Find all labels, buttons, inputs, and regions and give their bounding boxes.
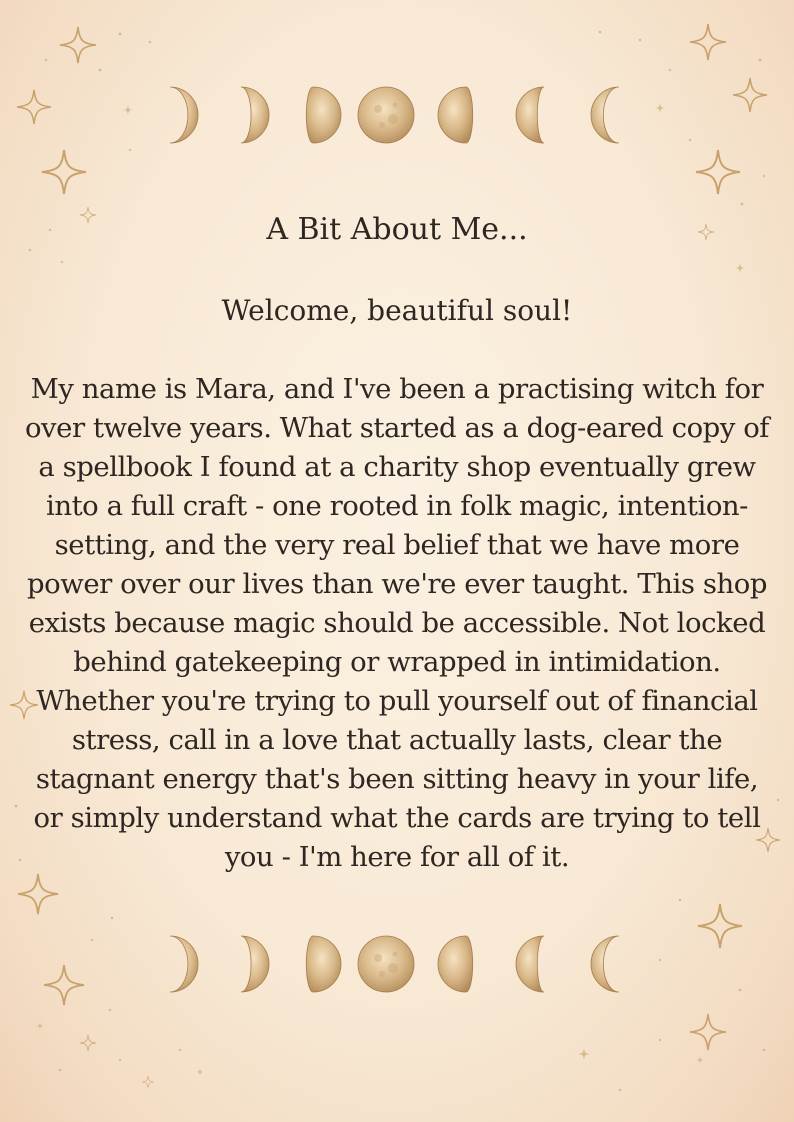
waxing-crescent-moon-icon <box>241 936 269 992</box>
waning-crescent-moon-icon <box>591 87 619 143</box>
four-point-star-icon <box>18 874 58 914</box>
waning-crescent-moon-icon <box>516 936 544 992</box>
bottom-moon-phases <box>0 924 794 1004</box>
waning-crescent-moon-icon <box>516 87 544 143</box>
full-moon-moon-icon <box>358 936 414 992</box>
four-point-star-icon <box>690 24 726 60</box>
waxing-crescent-moon-icon <box>241 87 269 143</box>
four-point-star-icon <box>696 150 740 194</box>
page-title: A Bit About Me... <box>266 212 528 247</box>
about-body-text: My name is Mara, and I've been a practising witch for over twelve years. What started as a dog-eared copy of a spellbook I found at a charity shop eventually grew into a full craft - one rooted in folk magic, intention-setting, and the very real belief that we have more power over our lives than we're ever taught. This shop exists because magic should be accessible. Not locked behind gatekeeping or wrapped in intimidation. Whether you're trying to pull yourself out of financial stress, call in a love that actually lasts, clear the stagnant energy that's been sitting heavy in your life, or simply understand what the cards are trying to tell you - I'm here for all of it. <box>24 373 770 873</box>
waxing-crescent-moon-icon <box>170 87 198 143</box>
waning-crescent-moon-icon <box>591 936 619 992</box>
four-point-star-icon <box>60 27 96 63</box>
four-point-star-icon <box>142 1076 154 1088</box>
waxing-crescent-moon-icon <box>170 936 198 992</box>
greeting-text: Welcome, beautiful soul! <box>221 294 573 327</box>
waxing-gibbous-moon-icon <box>306 936 341 992</box>
full-moon-moon-icon <box>358 87 414 143</box>
four-point-star-icon <box>80 1035 96 1051</box>
waning-gibbous-moon-icon <box>438 936 473 992</box>
waning-gibbous-moon-icon <box>438 87 473 143</box>
four-point-star-icon <box>690 1014 726 1050</box>
four-point-star-icon <box>42 150 86 194</box>
top-moon-phases <box>0 75 794 155</box>
waxing-gibbous-moon-icon <box>306 87 341 143</box>
